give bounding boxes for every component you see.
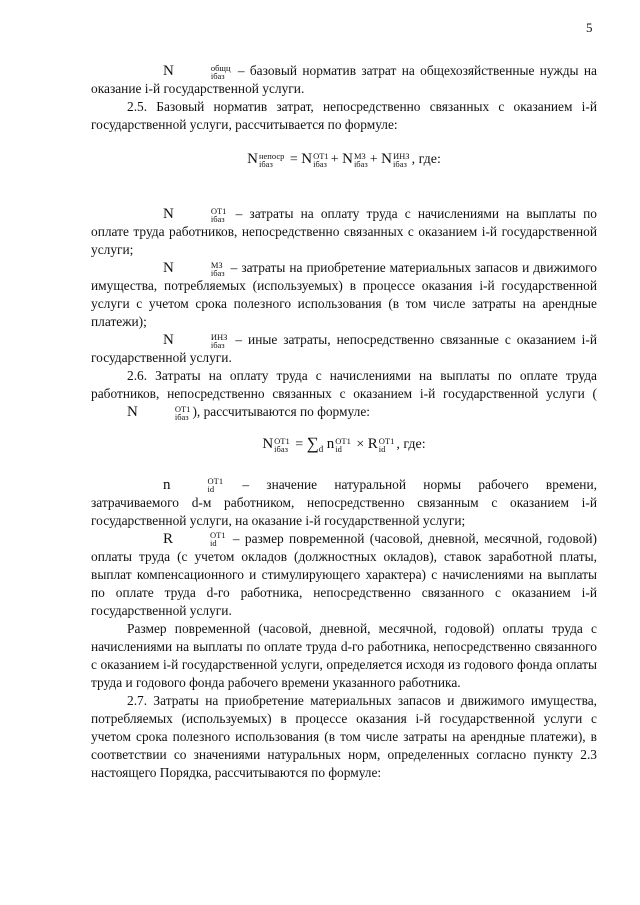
formula-direct-costs: N непоср iбаз = N ОТ1 iбаз + N МЗ iбаз + N ИНЗ iбаз , где: — [247, 150, 441, 169]
paragraph-2-5: 2.5. Базовый норматив затрат, непосредственно связанных с оказанием i-й государственной услуги, рассчитывается по формуле: — [91, 99, 597, 132]
sum-sign: ∑ — [306, 434, 319, 453]
document-body — [91, 62, 597, 782]
definition-labor-costs: N ОТ1 iбаз – затраты на оплату труда с начислениями на выплаты по оплате труда работников, непосредственно связанных с оказанием i-й государственной услуги; — [91, 205, 597, 257]
formula-labor-costs: N ОТ1 iбаз = $\sum_d$ n ОТ1 id × R ОТ1 id , где: — [262, 434, 426, 454]
definition-pay-rate: R ОТ1 id – размер повременной (часовой, дневной, месячной, годовой) оплаты труда (с учетом окладов (должностных окладов), ставок заработной платы, выплат компенсационного и стимулирующего характера) с начислениями на выплаты по оплате труда d-го работника, непосредственно связанного с оказанием i-й государственной услуги. — [91, 530, 597, 618]
symbol-n-overhead: N общц iбаз — [163, 62, 231, 81]
paragraph-pay-size: Размер повременной (часовой, дневной, месячной, годовой) оплаты труда с начислениями на выплаты по оплате труда d-го работника, непосредственно связанного с оказанием i-й государственной услуги, определяется исходя из годового фонда оплаты труда и годового фонда рабочего времени указанного работника. — [91, 620, 597, 690]
paragraph-2-7: 2.7. Затраты на приобретение материальных запасов и движимого имущества, потребляемых (используемых) в процессе оказания i-й государственной услуги с учетом срока полезного использования (в том числе затраты на арендные платежи), в соответствии со значениями натуральных норм, определенных согласно пункту 2.3 настоящего Порядка, рассчитываются по формуле: — [91, 692, 597, 780]
definition-work-time-norm: n ОТ1 id – значение натуральной нормы рабочего времени, затрачиваемого d-м работником, непосредственно связанным с оказанием i-й государственной услуги, на оказание i-й государственной услуги; — [91, 476, 597, 528]
paragraph-2-6: 2.6. Затраты на оплату труда с начислениями на выплаты по оплате труда работников, непосредственно связанных с оказанием i-й государственной услуги (N ОТ1 iбаз ), рассчитываются по формуле: — [91, 368, 597, 422]
definition-other-costs: N ИНЗ iбаз – иные затраты, непосредственно связанные с оказанием i-й государственной услуги. — [91, 331, 597, 365]
page-number: 5 — [586, 20, 593, 35]
overhead-norm-text: – базовый норматив затрат на общехозяйственные нужды на оказание i-й государственной услуги. — [91, 63, 597, 96]
paragraph-overhead-norm — [91, 62, 597, 98]
definition-material-costs: N МЗ iбаз – затраты на приобретение материальных запасов и движимого имущества, потребляемых (используемых) в процессе оказания i-й государственной услуги с учетом срока полезного использования (в том числе затраты на арендные платежи); — [91, 259, 597, 329]
